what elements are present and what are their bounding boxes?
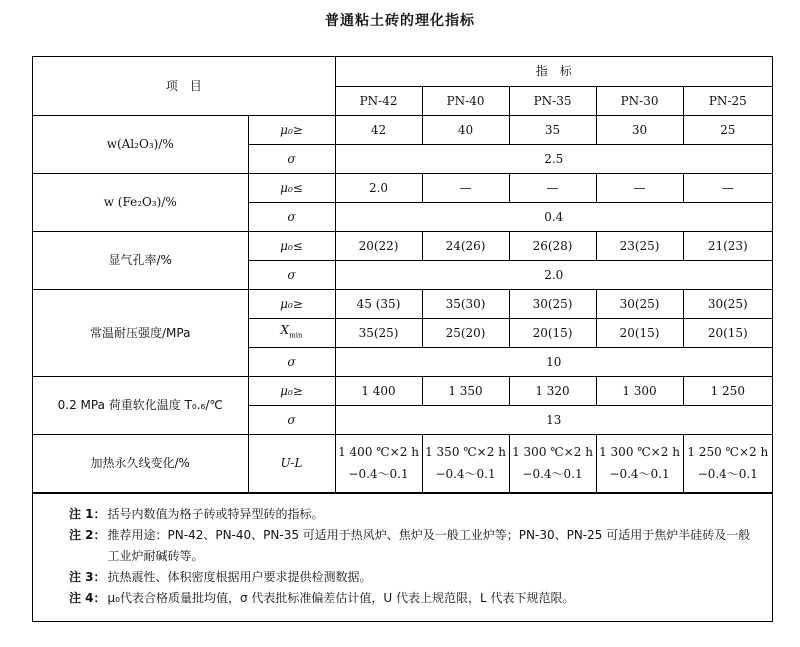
grade-header: PN-30 (596, 86, 683, 115)
note-label: 注 4： (69, 591, 106, 605)
spec-table-frame (32, 56, 773, 622)
header-index: 指 标 (335, 57, 772, 86)
sigma-symbol: σ (248, 260, 335, 289)
grade-header: PN-25 (683, 86, 772, 115)
note-3 (69, 567, 760, 588)
value-cell: 1 400 (335, 376, 422, 405)
sigma-symbol: σ (248, 202, 335, 231)
value-cell: 35 (509, 115, 596, 144)
note-label: 注 2： (69, 528, 106, 542)
ul-symbol: U-L (248, 434, 335, 492)
value-cell: 1 300 ℃×2 h −0.4～0.1 (509, 434, 596, 492)
sigma-value: 2.0 (335, 260, 772, 289)
value-cell: 20(15) (509, 318, 596, 347)
value-cell: 1 320 (509, 376, 596, 405)
notes-section (33, 493, 772, 621)
value-cell: 40 (422, 115, 509, 144)
note-4 (69, 588, 760, 609)
xmin-symbol: $X_{min}$ (248, 318, 335, 347)
note-label: 注 3： (69, 570, 106, 584)
value-cell: 42 (335, 115, 422, 144)
value-cell: 23(25) (596, 231, 683, 260)
note-text: 括号内数值为格子砖或特异型砖的指标。 (107, 507, 324, 521)
value-cell: 35(30) (422, 289, 509, 318)
value-cell: 1 300 (596, 376, 683, 405)
grade-header: PN-35 (509, 86, 596, 115)
note-label: 注 1： (69, 507, 106, 521)
value-cell: 25(20) (422, 318, 509, 347)
value-cell: 26(28) (509, 231, 596, 260)
row-label-linear: 加热永久线变化/% (33, 434, 248, 492)
value-cell: — (683, 173, 772, 202)
row-label-softening: 0.2 MPa 荷重软化温度 T₀.₆/℃ (33, 376, 248, 434)
row-label-fe2o3: w (Fe₂O₃)/% (33, 173, 248, 231)
table-row (33, 434, 772, 492)
page-title: 普通粘土砖的理化指标 (325, 13, 475, 29)
value-cell: — (422, 173, 509, 202)
table-row (33, 231, 772, 260)
sigma-symbol: σ (248, 347, 335, 376)
sigma-value: 2.5 (335, 144, 772, 173)
value-cell: 1 400 ℃×2 h −0.4～0.1 (335, 434, 422, 492)
value-cell: 30(25) (683, 289, 772, 318)
note-text: 抗热震性、体积密度根据用户要求提供检测数据。 (107, 570, 372, 584)
table-row (33, 115, 772, 144)
value-cell: 30(25) (509, 289, 596, 318)
row-label-porosity: 显气孔率/% (33, 231, 248, 289)
value-cell: 1 250 ℃×2 h −0.4～0.1 (683, 434, 772, 492)
value-cell: — (596, 173, 683, 202)
value-cell: 20(15) (596, 318, 683, 347)
mu-symbol: μ₀≤ (248, 231, 335, 260)
note-2 (69, 525, 760, 567)
spec-table (33, 57, 772, 493)
value-cell: 30 (596, 115, 683, 144)
note-text: μ₀代表合格质量批均值，σ 代表批标准偏差估计值，U 代表上规范限，L 代表下规范限。 (107, 591, 575, 605)
table-row (33, 376, 772, 405)
grade-header: PN-42 (335, 86, 422, 115)
value-cell: 20(22) (335, 231, 422, 260)
header-item: 项 目 (33, 57, 335, 115)
sigma-value: 13 (335, 405, 772, 434)
value-cell: — (509, 173, 596, 202)
value-cell: 1 350 ℃×2 h −0.4～0.1 (422, 434, 509, 492)
value-cell: 35(25) (335, 318, 422, 347)
sigma-symbol: σ (248, 405, 335, 434)
value-cell: 1 350 (422, 376, 509, 405)
row-label-crushing: 常温耐压强度/MPa (33, 289, 248, 376)
mu-symbol: μ₀≥ (248, 115, 335, 144)
value-cell: 45 (35) (335, 289, 422, 318)
note-text: 推荐用途：PN-42、PN-40、PN-35 可适用于热风炉、焦炉及一般工业炉等；PN-30、PN-25 可适用于焦炉半硅砖及一般工业炉耐碱砖等。 (107, 528, 751, 563)
sigma-symbol: σ (248, 144, 335, 173)
value-cell: 21(23) (683, 231, 772, 260)
value-cell: 2.0 (335, 173, 422, 202)
mu-symbol: μ₀≤ (248, 173, 335, 202)
value-cell: 1 250 (683, 376, 772, 405)
note-1 (69, 504, 760, 525)
sigma-value: 0.4 (335, 202, 772, 231)
row-label-al2o3: w(Al₂O₃)/% (33, 115, 248, 173)
value-cell: 20(15) (683, 318, 772, 347)
mu-symbol: μ₀≥ (248, 376, 335, 405)
grade-header: PN-40 (422, 86, 509, 115)
value-cell: 30(25) (596, 289, 683, 318)
table-row (33, 173, 772, 202)
value-cell: 1 300 ℃×2 h −0.4～0.1 (596, 434, 683, 492)
sigma-value: 10 (335, 347, 772, 376)
value-cell: 25 (683, 115, 772, 144)
value-cell: 24(26) (422, 231, 509, 260)
table-row (33, 289, 772, 318)
mu-symbol: μ₀≥ (248, 289, 335, 318)
